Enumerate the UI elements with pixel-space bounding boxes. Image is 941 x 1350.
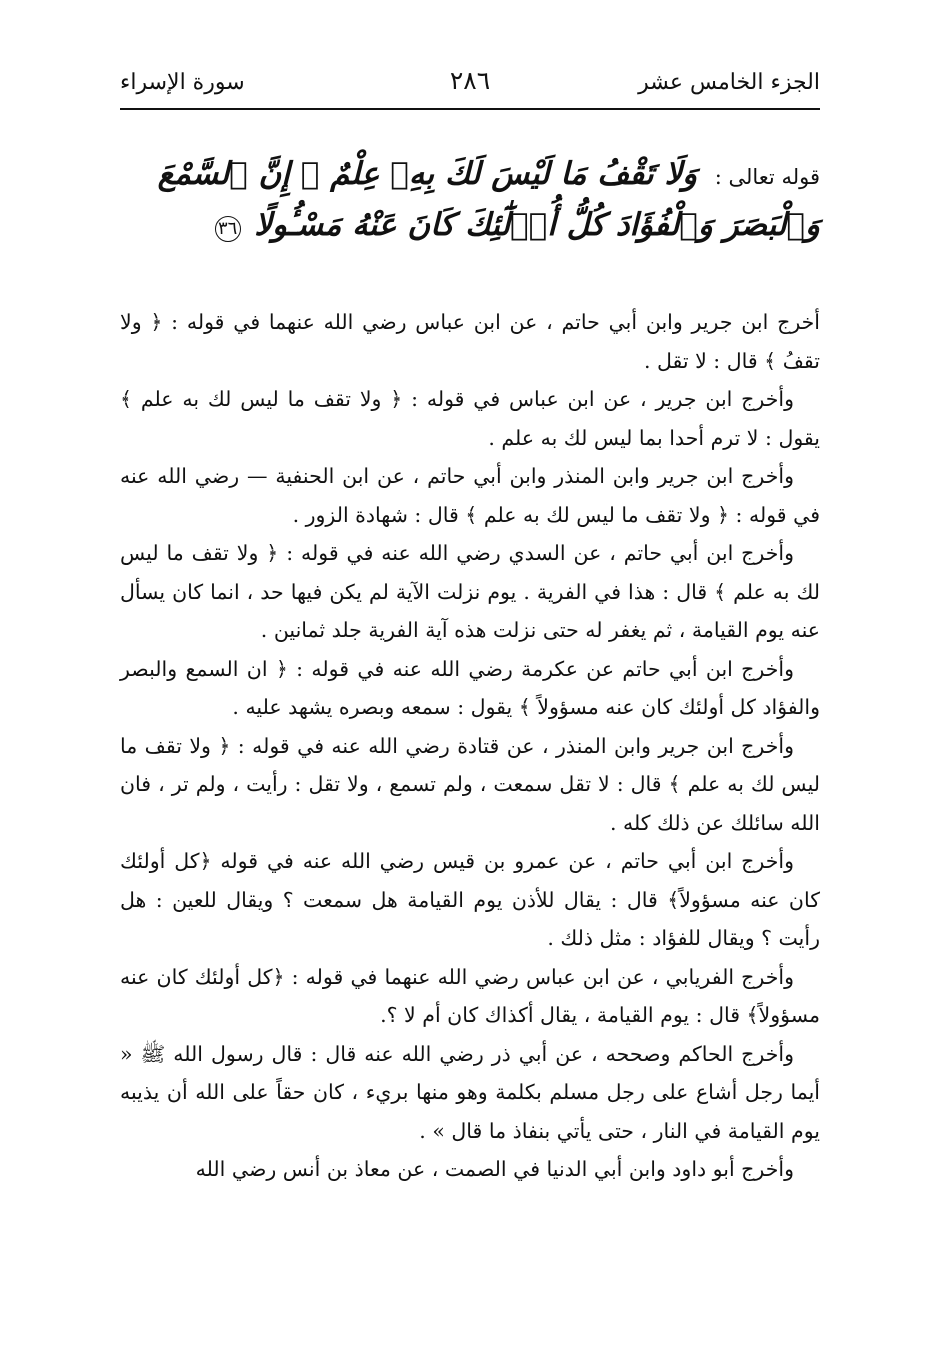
ayah-number-marker: ٣٦ (215, 216, 241, 242)
paragraph: وأخرج ابن جرير ، عن ابن عباس في قوله : ﴿ ولا تقف ما ليس لك به علم ﴾ يقول : لا ترم أحدا بما ليس لك به علم . (120, 387, 820, 450)
paragraph: أخرج ابن جرير وابن أبي حاتم ، عن ابن عباس رضي الله عنهما في قوله : ﴿ ولا تقفُ ﴾ قال : لا تقل . (120, 310, 820, 373)
running-header (120, 62, 820, 108)
juz-label: الجزء الخامس عشر (638, 70, 820, 95)
commentary-body (120, 303, 820, 1189)
book-page (120, 62, 820, 1189)
page-number: ٢٨٦ (449, 66, 491, 95)
paragraph: وأخرج الحاكم وصححه ، عن أبي ذر رضي الله عنه قال : قال رسول الله ﷺ « أيما رجل أشاع على رجل مسلم بكلمة وهو منها بريء ، كان حقاً على الله أن يذيبه يوم القيامة في النار ، حتى يأتي بنفاذ ما قال » . (120, 1041, 820, 1143)
verse-text: وَلَا تَقْفُ مَا لَيْسَ لَكَ بِهِۦ عِلْمٌ ۚ إِنَّ ٱلسَّمْعَ وَٱلْبَصَرَ وَٱلْفُؤَادَ كُلُّ أُو۟لَٰٓئِكَ كَانَ عَنْهُ مَسْـُٔولًا (157, 156, 820, 243)
paragraph: وأخرج ابن جرير وابن المنذر وابن أبي حاتم ، عن ابن الحنفية — رضي الله عنه في قوله : ﴿ ولا تقف ما ليس لك به علم ﴾ قال : شهادة الزور . (120, 464, 820, 527)
header-rule (120, 108, 820, 110)
paragraph: وأخرج أبو داود وابن أبي الدنيا في الصمت ، عن معاذ بن أنس رضي الله (195, 1157, 794, 1181)
quran-verse (120, 150, 820, 251)
paragraph: وأخرج ابن أبي حاتم عن عكرمة رضي الله عنه في قوله : ﴿ ان السمع والبصر والفؤاد كل أولئك كان عنه مسؤولاً ﴾ يقول : سمعه وبصره يشهد عليه . (120, 656, 820, 719)
surah-label: سورة الإسراء (120, 70, 245, 95)
verse-intro: قوله تعالى : (714, 165, 820, 189)
paragraph: وأخرج ابن أبي حاتم ، عن السدي رضي الله عنه في قوله : ﴿ ولا تقف ما ليس لك به علم ﴾ قال : هذا في الفرية . يوم نزلت الآية لم يكن فيها حد ، انما كان يسأل عنه يوم القيامة ، ثم يغفر له حتى نزلت هذه آية الفرية جلد ثمانين . (120, 541, 820, 642)
paragraph: وأخرج الفريابي ، عن ابن عباس رضي الله عنهما في قوله : ﴿كل أولئك كان عنه مسؤولاً﴾ قال : يوم القيامة ، يقال أكذاك كان أم لا ؟. (120, 964, 820, 1027)
paragraph: وأخرج ابن أبي حاتم ، عن عمرو بن قيس رضي الله عنه في قوله ﴿كل أولئك كان عنه مسؤولاً﴾ قال : يقال للأذن يوم القيامة هل سمعت ؟ ويقال للعين : هل رأيت ؟ ويقال للفؤاد : مثل ذلك . (120, 849, 820, 950)
paragraph: وأخرج ابن جرير وابن المنذر ، عن قتادة رضي الله عنه في قوله : ﴿ ولا تقف ما ليس لك به علم ﴾ قال : لا تقل سمعت ، ولم تسمع ، ولا تقل : رأيت ، ولم تر ، فان الله سائلك عن ذلك كله . (120, 733, 820, 835)
